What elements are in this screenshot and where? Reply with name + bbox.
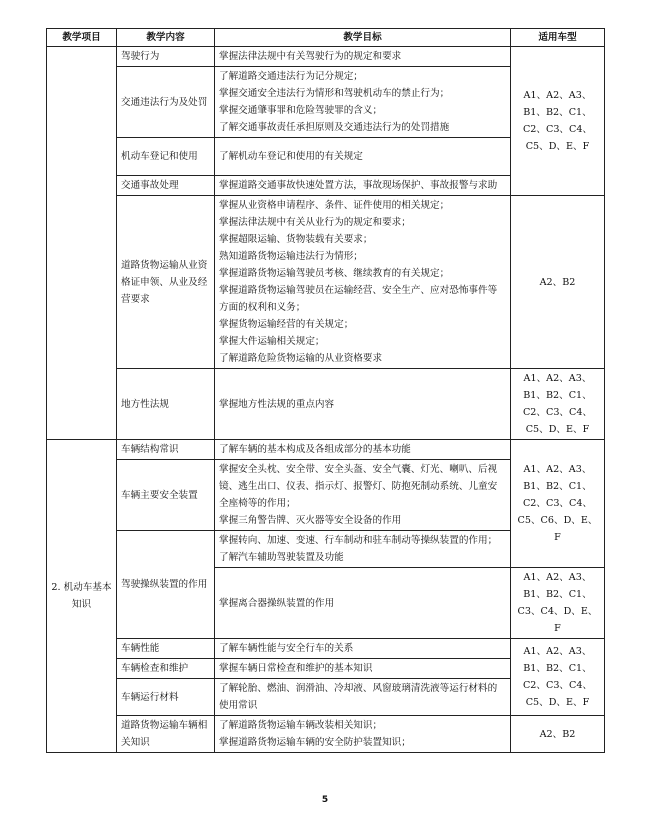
goal-line: 了解道路危险货物运输的从业资格要求	[219, 353, 383, 364]
content-cell: 车辆主要安全装置	[117, 460, 215, 531]
table-row	[47, 716, 605, 753]
table-row	[47, 47, 605, 67]
goal-cell	[215, 138, 511, 176]
goal-line: 掌握从业资格申请程序、条件、证件使用的相关规定；	[219, 200, 450, 211]
goal-line: 掌握道路货物运输驾驶员在运输经营、安全生产、应对恐怖事件等方面的权利和义务；	[219, 285, 498, 313]
table-row	[47, 369, 605, 440]
goal-line: 掌握交通安全违法行为情形和驾驶机动车的禁止行为；	[219, 88, 450, 99]
page-number: 5	[321, 795, 329, 805]
header-vehicle: 适用车型	[511, 29, 605, 47]
goal-line: 掌握货物运输经营的有关规定；	[219, 319, 354, 330]
content-cell: 道路货物运输从业资格证申领、从业及经营要求	[117, 196, 215, 369]
table-row	[47, 639, 605, 659]
goal-line: 掌握交通肇事罪和危险驾驶罪的含义；	[219, 105, 383, 116]
vehicle-cell: A2、B2	[511, 196, 605, 369]
goal-cell	[215, 369, 511, 440]
vehicle-cell: A1、A2、A3、B1、B2、C1、C2、C3、C4、C5、D、E、F	[511, 639, 605, 716]
content-cell: 道路货物运输车辆相关知识	[117, 716, 215, 753]
table-row	[47, 196, 605, 369]
vehicle-cell: A1、A2、A3、B1、B2、C1、C2、C3、C4、C5、D、E、F	[511, 369, 605, 440]
syllabus-table	[46, 28, 605, 753]
goal-line: 掌握三角警告牌、灭火器等安全设备的作用	[219, 515, 402, 526]
goal-line: 了解车辆性能与安全行车的关系	[219, 643, 354, 654]
header-goal: 教学目标	[215, 29, 511, 47]
goal-cell	[215, 176, 511, 196]
content-cell: 车辆结构常识	[117, 440, 215, 460]
project-cell-empty	[47, 47, 117, 440]
header-row	[47, 29, 605, 47]
vehicle-cell: A2、B2	[511, 716, 605, 753]
content-cell: 地方性法规	[117, 369, 215, 440]
goal-cell	[215, 47, 511, 67]
goal-line: 熟知道路货物运输违法行为情形；	[219, 251, 363, 262]
goal-line: 了解汽车辅助驾驶装置及功能	[219, 552, 344, 563]
goal-line: 掌握离合器操纵装置的作用	[219, 597, 335, 609]
content-cell: 车辆检查和维护	[117, 659, 215, 679]
goal-line: 了解轮胎、燃油、润滑油、冷却液、风窗玻璃清洗液等运行材料的使用常识	[219, 683, 498, 711]
goal-line: 掌握道路货物运输车辆的安全防护装置知识；	[219, 737, 411, 748]
goal-line: 了解道路货物运输车辆改装相关知识；	[219, 720, 383, 731]
goal-line: 掌握地方性法规的重点内容	[219, 398, 335, 410]
goal-line: 掌握转向、加速、变速、行车制动和驻车制动等操纵装置的作用；	[219, 535, 498, 546]
content-cell: 交通违法行为及处罚	[117, 67, 215, 138]
goal-cell	[215, 67, 511, 138]
goal-line: 掌握道路交通事故快速处置方法，事故现场保护、事故报警与求助	[219, 180, 498, 191]
goal-line: 了解道路交通违法行为记分规定；	[219, 71, 363, 82]
goal-cell	[215, 196, 511, 369]
table-row	[47, 440, 605, 460]
goal-line: 掌握超限运输、货物装载有关要求；	[219, 234, 373, 245]
content-cell: 交通事故处理	[117, 176, 215, 196]
content-cell: 驾驶行为	[117, 47, 215, 67]
goal-cell	[215, 679, 511, 716]
goal-cell	[215, 659, 511, 679]
vehicle-cell: A1、A2、A3、B1、B2、C1、C2、C3、C4、C5、C6、D、E、F	[511, 440, 605, 568]
goal-line: 掌握大件运输相关规定；	[219, 336, 325, 347]
content-cell: 机动车登记和使用	[117, 138, 215, 176]
project-cell: 2. 机动车基本知识	[47, 440, 117, 753]
content-cell: 车辆运行材料	[117, 679, 215, 716]
goal-cell	[215, 460, 511, 531]
goal-line: 了解车辆的基本构成及各组成部分的基本功能	[219, 444, 411, 455]
goal-line: 掌握法律法规中有关驾驶行为的规定和要求	[219, 51, 402, 62]
content-cell: 车辆性能	[117, 639, 215, 659]
goal-cell	[215, 568, 511, 639]
goal-line: 掌握法律法规中有关从业行为的规定和要求；	[219, 217, 411, 228]
vehicle-cell: A1、A2、A3、B1、B2、C1、C2、C3、C4、C5、D、E、F	[511, 47, 605, 196]
goal-cell	[215, 531, 511, 568]
goal-line: 掌握道路货物运输驾驶员考核、继续教育的有关规定；	[219, 268, 450, 279]
goal-line: 了解机动车登记和使用的有关规定	[219, 151, 363, 162]
vehicle-cell: A1、A2、A3、B1、B2、C1、C3、C4、D、E、F	[511, 568, 605, 639]
content-cell: 驾驶操纵装置的作用	[117, 531, 215, 639]
goal-line: 了解交通事故责任承担原则及交通违法行为的处罚措施	[219, 122, 450, 133]
goal-line: 掌握车辆日常检查和维护的基本知识	[219, 663, 373, 674]
goal-cell	[215, 716, 511, 753]
header-content: 教学内容	[117, 29, 215, 47]
header-project: 教学项目	[47, 29, 117, 47]
goal-cell	[215, 440, 511, 460]
goal-line: 掌握安全头枕、安全带、安全头盔、安全气囊、灯光、喇叭、后视镜、逃生出口、仪表、指示灯、报警灯、防抱死制动系统、儿童安全座椅等的作用；	[219, 464, 498, 509]
goal-cell	[215, 639, 511, 659]
